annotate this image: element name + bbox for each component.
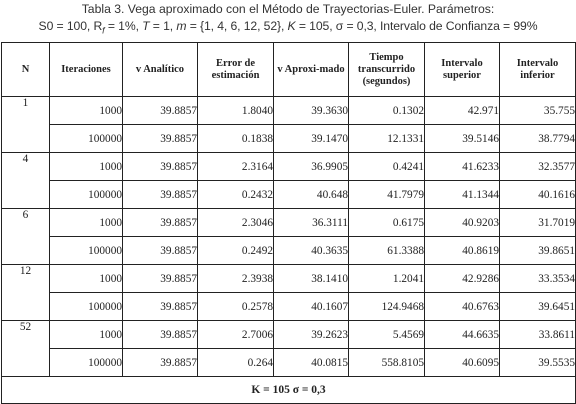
cell-tiempo: 0.4241 [349, 153, 425, 181]
cell-intervalo-superior: 42.9286 [425, 265, 500, 293]
cell-error: 2.3938 [198, 265, 274, 293]
cell-tiempo: 5.4569 [349, 321, 425, 349]
cell-tiempo: 0.6175 [349, 209, 425, 237]
cell-v-aproximado: 40.0815 [274, 349, 349, 377]
cell-v-analitico: 39.8857 [123, 349, 198, 377]
caption-line-1: Tabla 3. Vega aproximado con el Método de Trayectorias-Euler. Parámetros: [81, 2, 495, 16]
cell-v-aproximado: 40.648 [274, 181, 349, 209]
caption-rf-val: = 1%, [104, 19, 143, 33]
caption-m: m [176, 19, 187, 33]
cell-intervalo-inferior: 31.7019 [500, 209, 576, 237]
cell-tiempo: 41.7979 [349, 181, 425, 209]
col-header-intervalo-superior: Intervalo superior [425, 43, 500, 97]
cell-intervalo-superior: 40.6763 [425, 293, 500, 321]
cell-error: 0.2432 [198, 181, 274, 209]
cell-iteraciones: 1000 [50, 209, 123, 237]
cell-error: 2.3164 [198, 153, 274, 181]
cell-iteraciones: 100000 [50, 181, 123, 209]
table-row [2, 293, 576, 321]
table-row [2, 97, 576, 125]
cell-intervalo-inferior: 39.8651 [500, 237, 576, 265]
table-row [2, 265, 576, 293]
cell-tiempo: 558.8105 [349, 349, 425, 377]
cell-intervalo-inferior: 33.8611 [500, 321, 576, 349]
cell-v-analitico: 39.8857 [123, 125, 198, 153]
caption-rf-sub: f [102, 25, 105, 36]
header-row [2, 43, 576, 97]
caption-t: T [142, 19, 150, 33]
table-row [2, 349, 576, 377]
cell-v-analitico: 39.8857 [123, 153, 198, 181]
table-row [2, 237, 576, 265]
col-header-v-aproximado: v Aproxi-mado [274, 43, 349, 97]
group-n-cell: 12 [2, 265, 50, 321]
group-n-cell: 4 [2, 153, 50, 209]
cell-v-analitico: 39.8857 [123, 181, 198, 209]
cell-iteraciones: 100000 [50, 125, 123, 153]
footer-row [2, 377, 576, 404]
caption-s0: S0 = 100, R [38, 19, 103, 33]
cell-iteraciones: 100000 [50, 293, 123, 321]
cell-intervalo-inferior: 38.7794 [500, 125, 576, 153]
footer-summary: K = 105 σ = 0,3 [2, 377, 576, 404]
cell-v-aproximado: 39.2623 [274, 321, 349, 349]
cell-iteraciones: 1000 [50, 97, 123, 125]
cell-tiempo: 61.3388 [349, 237, 425, 265]
group-n-cell: 52 [2, 321, 50, 377]
cell-error: 0.2578 [198, 293, 274, 321]
cell-error: 0.264 [198, 349, 274, 377]
cell-intervalo-inferior: 39.6451 [500, 293, 576, 321]
cell-iteraciones: 1000 [50, 321, 123, 349]
col-header-error: Error de estimación [198, 43, 274, 97]
cell-error: 0.1838 [198, 125, 274, 153]
cell-intervalo-superior: 40.9203 [425, 209, 500, 237]
cell-intervalo-inferior: 33.3534 [500, 265, 576, 293]
cell-intervalo-superior: 41.6233 [425, 153, 500, 181]
cell-v-aproximado: 40.3635 [274, 237, 349, 265]
cell-tiempo: 0.1302 [349, 97, 425, 125]
cell-intervalo-superior: 41.1344 [425, 181, 500, 209]
cell-error: 1.8040 [198, 97, 274, 125]
cell-intervalo-superior: 39.5146 [425, 125, 500, 153]
cell-v-aproximado: 39.3630 [274, 97, 349, 125]
cell-v-analitico: 39.8857 [123, 293, 198, 321]
caption-k: K [287, 19, 296, 33]
table-row [2, 181, 576, 209]
cell-intervalo-superior: 40.6095 [425, 349, 500, 377]
table-row [2, 125, 576, 153]
cell-intervalo-superior: 42.971 [425, 97, 500, 125]
cell-tiempo: 12.1331 [349, 125, 425, 153]
caption-line-2 [0, 18, 576, 39]
cell-intervalo-superior: 40.8619 [425, 237, 500, 265]
cell-error: 2.7006 [198, 321, 274, 349]
caption-m-val: = {1, 4, 6, 12, 52}, [186, 19, 288, 33]
group-n-cell: 1 [2, 97, 50, 153]
table-row [2, 153, 576, 181]
cell-v-analitico: 39.8857 [123, 209, 198, 237]
col-header-v-analitico: v Analítico [123, 43, 198, 97]
results-table [1, 42, 576, 404]
cell-tiempo: 1.2041 [349, 265, 425, 293]
cell-tiempo: 124.9468 [349, 293, 425, 321]
cell-v-analitico: 39.8857 [123, 97, 198, 125]
cell-iteraciones: 1000 [50, 265, 123, 293]
cell-intervalo-inferior: 39.5535 [500, 349, 576, 377]
cell-v-aproximado: 36.3111 [274, 209, 349, 237]
cell-iteraciones: 100000 [50, 237, 123, 265]
caption-tail: = 105, σ = 0,3, Intervalo de Confianza = 99% [295, 19, 538, 33]
col-header-intervalo-inferior: Intervalo inferior [500, 43, 576, 97]
cell-intervalo-superior: 44.6635 [425, 321, 500, 349]
col-header-iteraciones: Iteraciones [50, 43, 123, 97]
cell-iteraciones: 1000 [50, 153, 123, 181]
cell-intervalo-inferior: 32.3577 [500, 153, 576, 181]
table-row [2, 321, 576, 349]
cell-v-analitico: 39.8857 [123, 237, 198, 265]
cell-v-aproximado: 39.1470 [274, 125, 349, 153]
cell-v-analitico: 39.8857 [123, 321, 198, 349]
caption-t-val: = 1, [149, 19, 177, 33]
cell-intervalo-inferior: 35.755 [500, 97, 576, 125]
cell-error: 0.2492 [198, 237, 274, 265]
cell-v-aproximado: 38.1410 [274, 265, 349, 293]
table-row [2, 209, 576, 237]
group-n-cell: 6 [2, 209, 50, 265]
cell-v-aproximado: 40.1607 [274, 293, 349, 321]
cell-intervalo-inferior: 40.1616 [500, 181, 576, 209]
cell-error: 2.3046 [198, 209, 274, 237]
table-caption [0, 0, 576, 39]
col-header-tiempo: Tiempo transcurrido (segundos) [349, 43, 425, 97]
cell-v-analitico: 39.8857 [123, 265, 198, 293]
cell-iteraciones: 100000 [50, 349, 123, 377]
col-header-n: N [2, 43, 50, 97]
cell-v-aproximado: 36.9905 [274, 153, 349, 181]
